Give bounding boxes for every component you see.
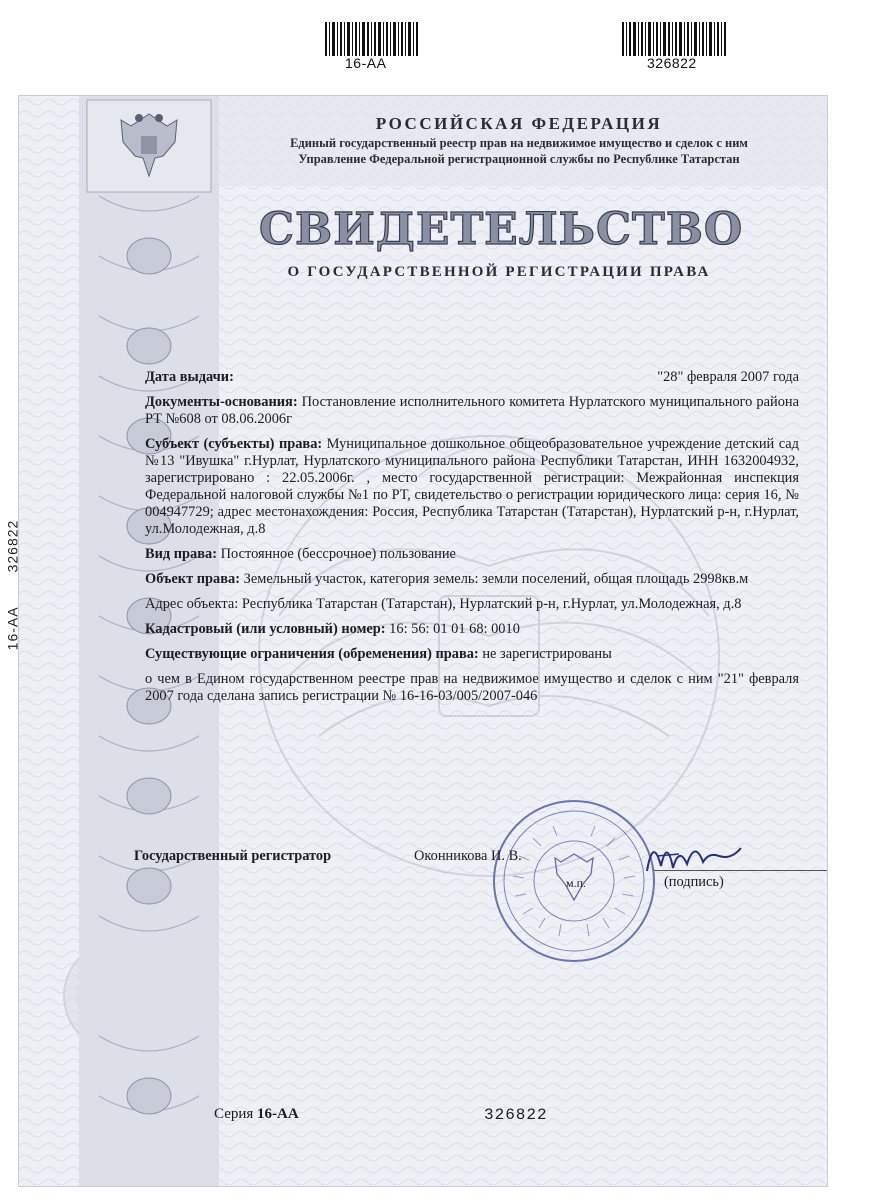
side-serial	[4, 486, 20, 651]
barcode-series	[325, 22, 420, 56]
footer-series-label: Серия	[214, 1106, 254, 1122]
barcode-number	[622, 22, 727, 56]
registrar-name: Оконникова И. В.	[414, 848, 522, 864]
signature-caption: (подпись)	[664, 874, 724, 890]
address-value: Республика Татарстан (Татарстан), Нурлатский р-н, г.Нурлат, ул.Молодежная, д.8	[241, 596, 742, 612]
subject-label: Субъект (субъекты) права:	[145, 436, 323, 452]
right-type-row	[145, 546, 799, 563]
certificate-header	[239, 114, 799, 168]
stamp-place-label: м.п.	[566, 876, 587, 890]
cadastral-label: Кадастровый (или условный) номер:	[145, 621, 386, 637]
address-row	[145, 596, 799, 613]
barcode-number-label: 326822	[647, 55, 697, 71]
certificate-title: СВИДЕТЕЛЬСТВО	[259, 204, 744, 255]
issue-date-label: Дата выдачи:	[145, 369, 234, 385]
certificate-sheet	[18, 95, 828, 1187]
subject-row	[145, 436, 799, 538]
basis-value: Постановление исполнительного комитета Нурлатского муниципального района РТ №608 от 08.06.2006г	[145, 394, 799, 427]
cadastral-row	[145, 621, 799, 638]
object-label: Объект права:	[145, 571, 241, 587]
object-value: Земельный участок, категория земель: земли поселений, общая площадь 2998кв.м	[243, 571, 749, 587]
restrictions-value: не зарегистрированы	[482, 646, 612, 662]
record-text: о чем в Едином государственном реестре прав на недвижимое имущество и сделок с ним "21" февраля 2007 года сделана запись регистрации № 16-16-03/005/2007-046	[145, 671, 799, 704]
footer-series-row	[214, 1106, 299, 1123]
restrictions-row	[145, 646, 799, 663]
footer-number: 326822	[484, 1106, 548, 1124]
right-type-value: Постоянное (бессрочное) пользование	[220, 546, 456, 562]
address-label: Адрес объекта:	[145, 596, 239, 612]
basis-row	[145, 394, 799, 428]
right-type-label: Вид права:	[145, 546, 218, 562]
side-number: 326822	[4, 519, 21, 573]
registrar-label: Государственный регистратор	[134, 848, 332, 864]
issue-date-value: "28" февраля 2007 года	[657, 369, 799, 385]
barcode-series-label: 16-АА	[345, 55, 387, 71]
certificate-body	[145, 369, 799, 713]
footer-series-value: 16-АА	[257, 1106, 299, 1122]
signature-line	[654, 870, 828, 871]
issue-date-row	[145, 369, 799, 386]
object-row	[145, 571, 799, 588]
side-series: 16-АА	[4, 606, 21, 651]
basis-label: Документы-основания:	[145, 394, 298, 410]
country-title: РОССИЙСКАЯ ФЕДЕРАЦИЯ	[375, 114, 663, 133]
restrictions-label: Существующие ограничения (обременения) права:	[145, 646, 479, 662]
certificate-subtitle: О ГОСУДАРСТВЕННОЙ РЕГИСТРАЦИИ ПРАВА	[287, 264, 711, 280]
authority-line: Управление Федеральной регистрационной службы по Республике Татарстан	[298, 152, 740, 166]
coat-of-arms-icon	[87, 100, 211, 192]
cadastral-value: 16: 56: 01 01 68: 0010	[389, 621, 520, 637]
subject-value: Муниципальное дошкольное общеобразовательное учреждение детский сад №13 "Ивушка" г.Нурлат, Нурлатского муниципального района Республики Татарстан, ИНН 1632004932, зарегистрировано : 22.05.2006г. , место государственной регистрации: Межрайонная инспекция Федеральной налоговой службы №1 по РТ, свидетельство о регистрации юридического лица: серия 16, № 004947729; адрес местонахождения: Россия, Республика Татарстан (Татарстан), Нурлатский р-н, г.Нурлат, ул.Молодежная, д.8	[145, 436, 799, 537]
registry-line: Единый государственный реестр прав на недвижимое имущество и сделок с ним	[290, 136, 748, 150]
